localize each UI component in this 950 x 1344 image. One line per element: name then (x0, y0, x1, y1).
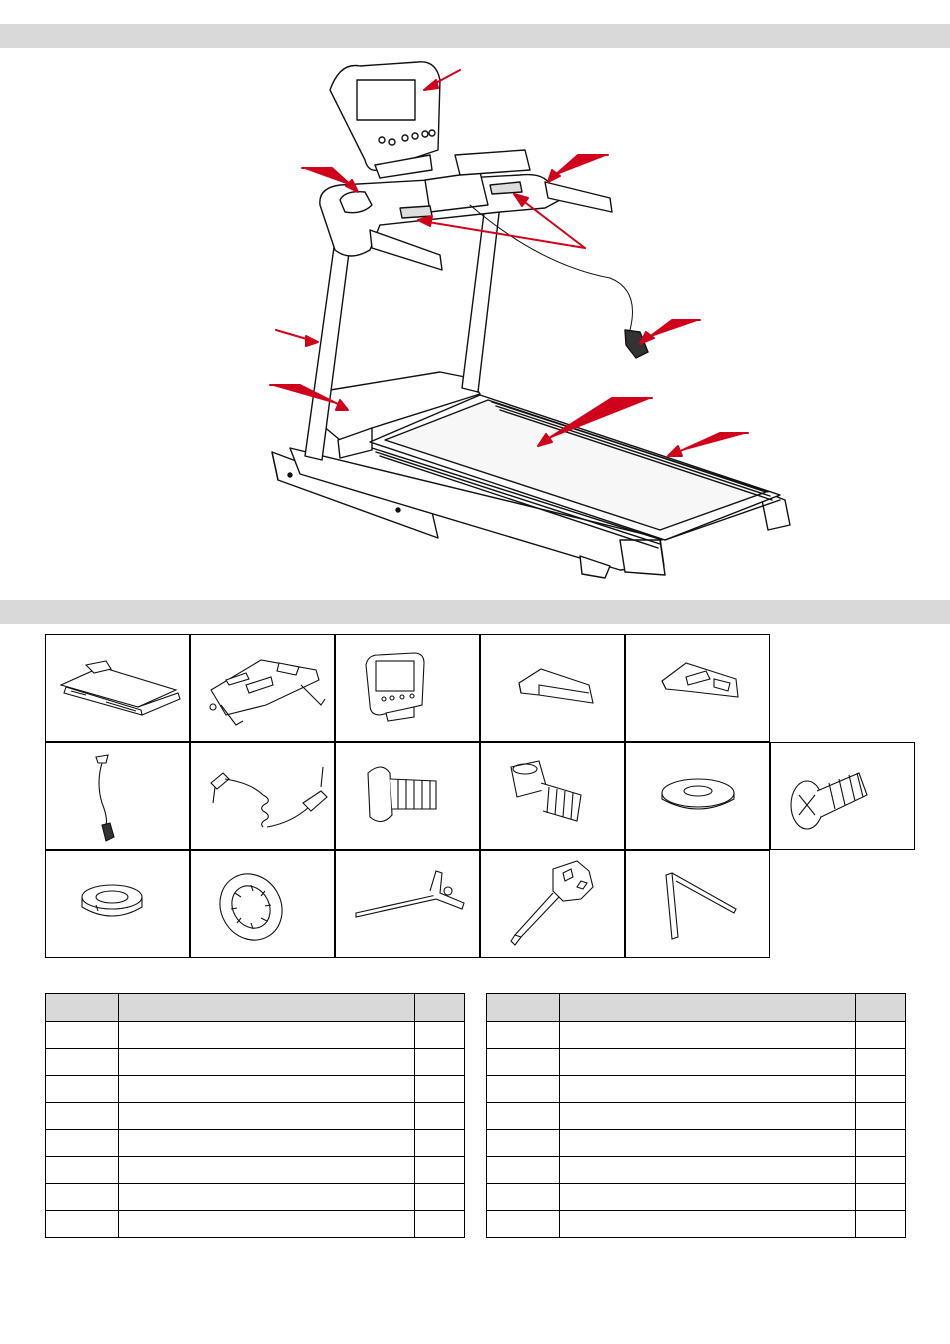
table-cell (119, 1157, 415, 1184)
table-cell (487, 1184, 560, 1211)
table-row (487, 1157, 906, 1184)
table-cell (415, 1184, 465, 1211)
table-cell (415, 1211, 465, 1238)
safety-key-icon (46, 743, 189, 849)
table-row (487, 1103, 906, 1130)
table-row (46, 1049, 465, 1076)
table-cell (560, 1076, 856, 1103)
treadmill-diagram (0, 48, 950, 598)
table-row (487, 1076, 906, 1103)
column-header (487, 994, 560, 1022)
table-row (46, 1022, 465, 1049)
table-header-row (487, 994, 906, 1022)
table-cell (487, 1049, 560, 1076)
table-cell (560, 1049, 856, 1076)
socket-head-bolt-icon (481, 743, 624, 849)
table-cell (119, 1184, 415, 1211)
table-cell (487, 1103, 560, 1130)
table-cell (560, 1184, 856, 1211)
table-cell (415, 1130, 465, 1157)
table-cell (560, 1022, 856, 1049)
button-head-bolt-icon (336, 743, 479, 849)
table-row (46, 1130, 465, 1157)
table-cell (487, 1130, 560, 1157)
part-audio-cable (190, 742, 335, 850)
parts-table-right (486, 993, 906, 1238)
part-console-display (335, 634, 480, 742)
allen-key-icon (626, 851, 769, 957)
table-cell (415, 1022, 465, 1049)
table-cell (487, 1022, 560, 1049)
table-cell (46, 1103, 119, 1130)
console-display-icon (336, 635, 479, 741)
table-row (46, 1184, 465, 1211)
table-cell (487, 1157, 560, 1184)
part-button-head-bolt (335, 742, 480, 850)
table-row (487, 1184, 906, 1211)
table-header-row (46, 994, 465, 1022)
part-phillips-screw (770, 742, 915, 850)
part-cover-left (480, 634, 625, 742)
table-cell (856, 1184, 906, 1211)
table-cell (119, 1049, 415, 1076)
flat-washer-icon (626, 743, 769, 849)
column-header (415, 994, 465, 1022)
table-cell (415, 1157, 465, 1184)
audio-cable-icon (191, 743, 334, 849)
table-cell (119, 1103, 415, 1130)
multi-wrench-screwdriver-icon (481, 851, 624, 957)
table-cell (487, 1076, 560, 1103)
table-cell (560, 1103, 856, 1130)
part-console-mast (190, 634, 335, 742)
table-cell (487, 1211, 560, 1238)
treadmill-base-icon (46, 635, 189, 741)
table-cell (46, 1184, 119, 1211)
column-header (119, 994, 415, 1022)
table-row (46, 1103, 465, 1130)
cover-left-icon (481, 635, 624, 741)
table-cell (46, 1157, 119, 1184)
overview-section-header (0, 24, 950, 48)
console (330, 62, 440, 178)
part-split-washer (45, 850, 190, 958)
table-row (46, 1076, 465, 1103)
table-cell (856, 1130, 906, 1157)
t-allen-wrench-icon (336, 851, 479, 957)
part-cover-right (625, 634, 770, 742)
table-cell (856, 1049, 906, 1076)
part-t-allen-wrench (335, 850, 480, 958)
table-cell (46, 1049, 119, 1076)
part-flat-washer (625, 742, 770, 850)
table-cell (560, 1157, 856, 1184)
console-mast-icon (191, 635, 334, 741)
parts-section-header (0, 600, 950, 624)
table-cell (119, 1130, 415, 1157)
column-header (856, 994, 906, 1022)
column-header (560, 994, 856, 1022)
table-cell (46, 1076, 119, 1103)
part-socket-head-bolt (480, 742, 625, 850)
table-row (487, 1022, 906, 1049)
part-star-washer (190, 850, 335, 958)
part-allen-key (625, 850, 770, 958)
part-multi-wrench-screwdriver (480, 850, 625, 958)
table-cell (119, 1211, 415, 1238)
table-cell (856, 1157, 906, 1184)
table-cell (46, 1022, 119, 1049)
split-washer-icon (46, 851, 189, 957)
table-cell (415, 1103, 465, 1130)
column-header (46, 994, 119, 1022)
table-cell (856, 1211, 906, 1238)
table-row (46, 1211, 465, 1238)
table-cell (560, 1130, 856, 1157)
table-row (487, 1049, 906, 1076)
table-cell (856, 1022, 906, 1049)
table-cell (856, 1076, 906, 1103)
table-cell (415, 1076, 465, 1103)
table-cell (119, 1022, 415, 1049)
star-washer-icon (191, 851, 334, 957)
part-treadmill-base (45, 634, 190, 742)
cover-right-icon (626, 635, 769, 741)
table-cell (46, 1130, 119, 1157)
table-cell (119, 1076, 415, 1103)
table-row (487, 1211, 906, 1238)
table-row (487, 1130, 906, 1157)
table-cell (560, 1211, 856, 1238)
table-cell (415, 1049, 465, 1076)
table-cell (856, 1103, 906, 1130)
phillips-screw-icon (771, 743, 914, 849)
part-safety-key (45, 742, 190, 850)
table-row (46, 1157, 465, 1184)
table-cell (46, 1211, 119, 1238)
parts-table-left (45, 993, 465, 1238)
